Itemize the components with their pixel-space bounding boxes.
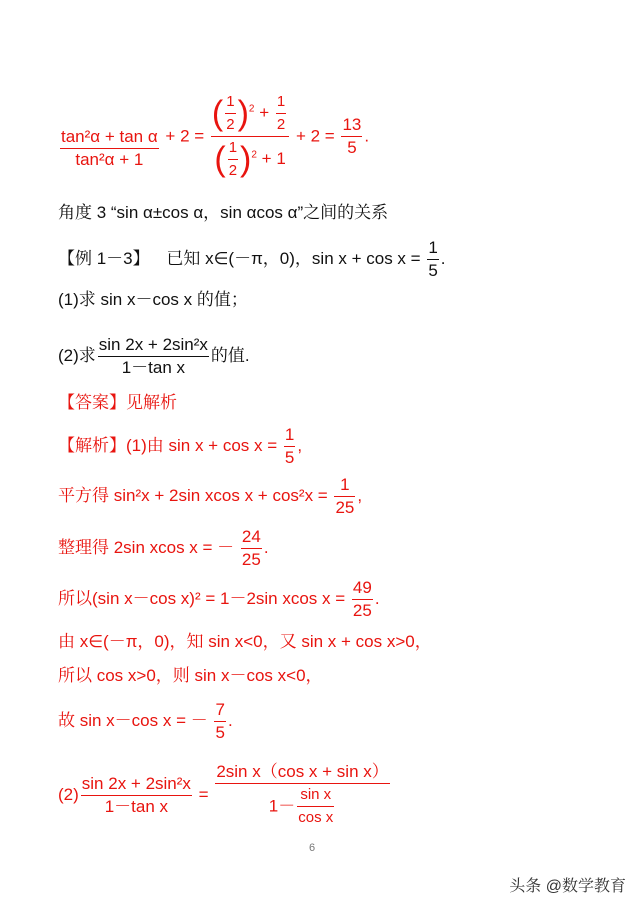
numerator: tan²α + tan α bbox=[60, 127, 159, 149]
answer-line: 【答案】见解析 bbox=[58, 393, 177, 412]
numerator-half-expr: ( $\frac{1}{2}$ )$^2$ + $\frac{1}{2}$ bbox=[211, 92, 289, 137]
fraction-result: $\frac{13}{5}$ bbox=[342, 115, 362, 157]
plus-two: + 2 = bbox=[165, 126, 205, 146]
example-fraction: $\frac{1}{5}$ bbox=[428, 238, 438, 280]
page-number: 6 bbox=[309, 842, 316, 854]
formula-tan-ratio: $\frac{\text{tan²α + tan α}}{\text{tan²α + 1}}$ + 2 = ( $\frac{1}{2}$ )$^2$ + $\frac{1}{2}$ ( $\frac{1}{2}$ )$^2$ + 1 + 2 = $\frac{13}{5}$ . bbox=[61, 93, 370, 179]
analysis-line-7: 故 sin x－cos x = － $\frac{7}{5}$ . bbox=[58, 700, 233, 742]
section-angle3: 角度 3 “sin α±cos α，sin αcos α”之间的关系 bbox=[58, 203, 389, 222]
example-label: 【例 1－3】 bbox=[58, 248, 150, 268]
analysis-line-4: 所以(sin x－cos x)² = 1－2sin xcos x = $\frac{49}{25}$ . bbox=[58, 578, 380, 620]
question-1: (1)求 sin x－cos x 的值； bbox=[58, 290, 248, 309]
rhs-fraction: 2sin x（cos x + sin x） 1－ $\frac{\text{sin x}}{\text{cos x}}$ bbox=[216, 762, 389, 826]
fraction-half-expr bbox=[211, 92, 289, 181]
watermark: 头条 @数学教育 bbox=[509, 878, 626, 895]
analysis-line-2: 平方得 sin²x + 2sin xcos x + cos²x = $\frac{1}{25}$ , bbox=[58, 475, 363, 517]
question-2: (2)求 $\frac{\text{sin 2x + 2sin²x}}{\text{1－tan x}}$ 的值. bbox=[58, 335, 250, 377]
analysis-line-6: 所以 cos x>0，则 sin x－cos x<0， bbox=[58, 666, 323, 685]
example-1-3: 【例 1－3】 已知 x∈(－π，0)，sin x + cos x = $\frac{1}{5}$ . bbox=[58, 238, 446, 280]
plus-two-eq: + 2 = bbox=[295, 126, 335, 146]
example-text: 已知 x∈(－π，0)，sin x + cos x = bbox=[166, 248, 421, 268]
denominator: tan²α + 1 bbox=[75, 150, 144, 169]
question-2-fraction: $\frac{\text{sin 2x + 2sin²x}}{\text{1－tan x}}$ bbox=[98, 335, 208, 377]
analysis-line-1: 【解析】(1)由 sin x + cos x = $\frac{1}{5}$ , bbox=[58, 425, 303, 467]
fraction-tan bbox=[60, 127, 159, 170]
denominator-half-expr: ( $\frac{1}{2}$ )$^2$ + 1 bbox=[214, 139, 286, 179]
analysis-line-3: 整理得 2sin xcos x = － $\frac{24}{25}$ . bbox=[58, 527, 269, 569]
analysis-line-8: (2) $\frac{\text{sin 2x + 2sin²x}}{\text{1－tan x}}$ = 2sin x（cos x + sin x） 1－ $\frac{\text{sin x}}{\text{cos x}}$ bbox=[58, 762, 389, 826]
analysis-line-5: 由 x∈(－π，0)，知 sin x<0，又 sin x + cos x>0， bbox=[58, 632, 432, 651]
lhs-fraction: $\frac{\text{sin 2x + 2sin²x}}{\text{1－tan x}}$ bbox=[81, 773, 191, 816]
